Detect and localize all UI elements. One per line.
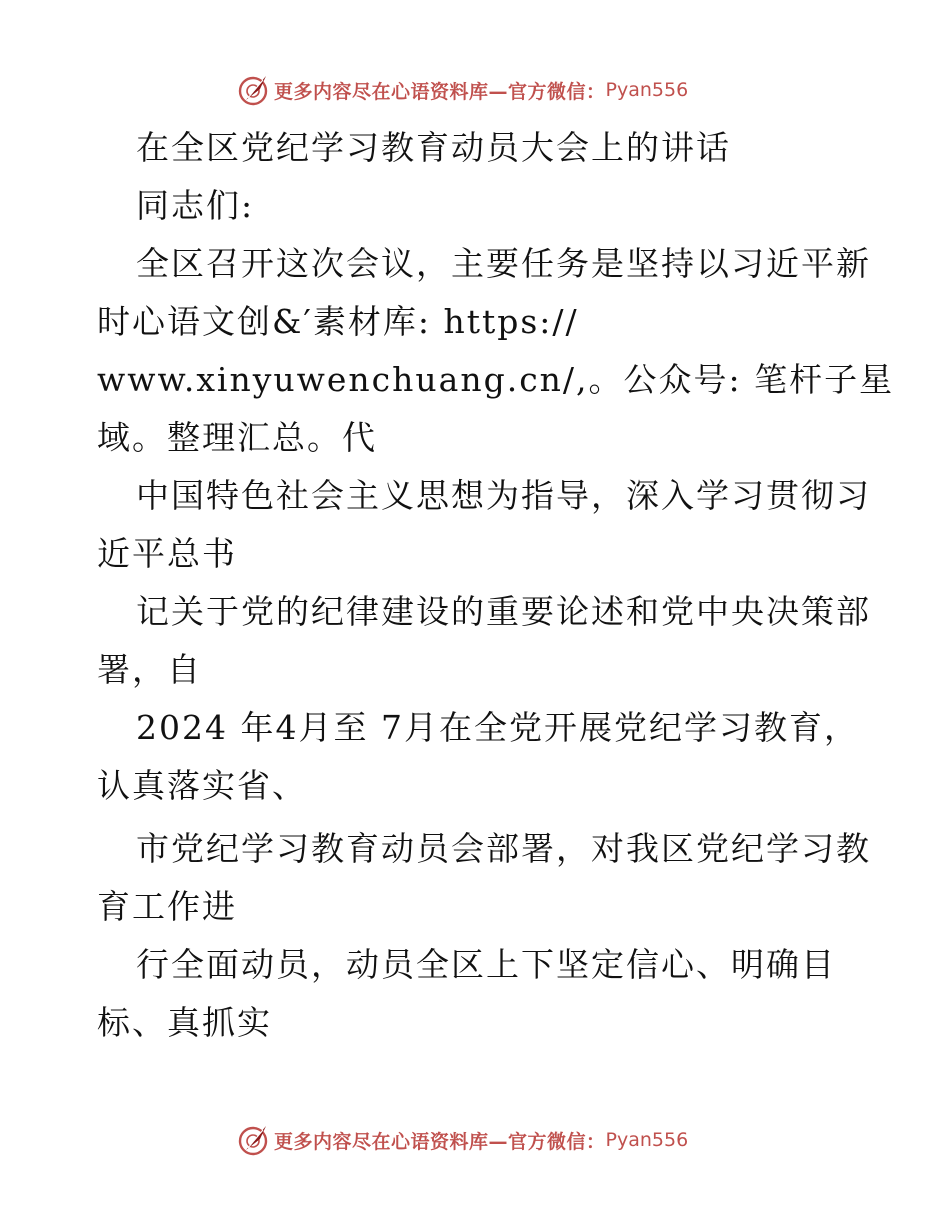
body-line: 标、真抓实 xyxy=(97,1003,272,1042)
body-line: 近平总书 xyxy=(97,534,237,573)
body-line: 市党纪学习教育动员会部署，对我区党纪学习教 xyxy=(136,829,871,868)
banner-text: 更多内容尽在心语资料库—官方微信： xyxy=(274,80,606,103)
body-line: 全区召开这次会议，主要任务是坚持以习近平新 xyxy=(136,244,871,283)
body-line: 时心语文创&′素材库: https:// xyxy=(97,302,579,341)
body-line: 署，自 xyxy=(97,650,202,689)
body-line: 域。整理汇总。代 xyxy=(97,418,377,457)
speech-title: 在全区党纪学习教育动员大会上的讲话 xyxy=(136,128,731,167)
salutation: 同志们: xyxy=(136,186,255,225)
body-line: 记关于党的纪律建设的重要论述和党中央决策部 xyxy=(136,592,871,631)
body-line: 2024 年4月至 7月在全党开展党纪学习教育， xyxy=(136,708,859,747)
body-line: www.xinyuwenchuang.cn/,。公众号: 笔杆子星 xyxy=(97,360,895,399)
banner-text: 更多内容尽在心语资料库—官方微信： xyxy=(274,1130,606,1153)
body-line: 中国特色社会主义思想为指导，深入学习贯彻习 xyxy=(136,476,871,515)
body-line: 认真落实省、 xyxy=(97,766,307,805)
banner-wechat-id: Pyan556 xyxy=(605,1129,689,1151)
body-line: 行全面动员，动员全区上下坚定信心、明确目 xyxy=(136,945,836,984)
banner-wechat-id: Pyan556 xyxy=(605,79,689,101)
body-line: 育工作进 xyxy=(97,887,237,926)
quill-logo-icon xyxy=(236,1123,270,1157)
footer-banner xyxy=(236,1123,688,1157)
